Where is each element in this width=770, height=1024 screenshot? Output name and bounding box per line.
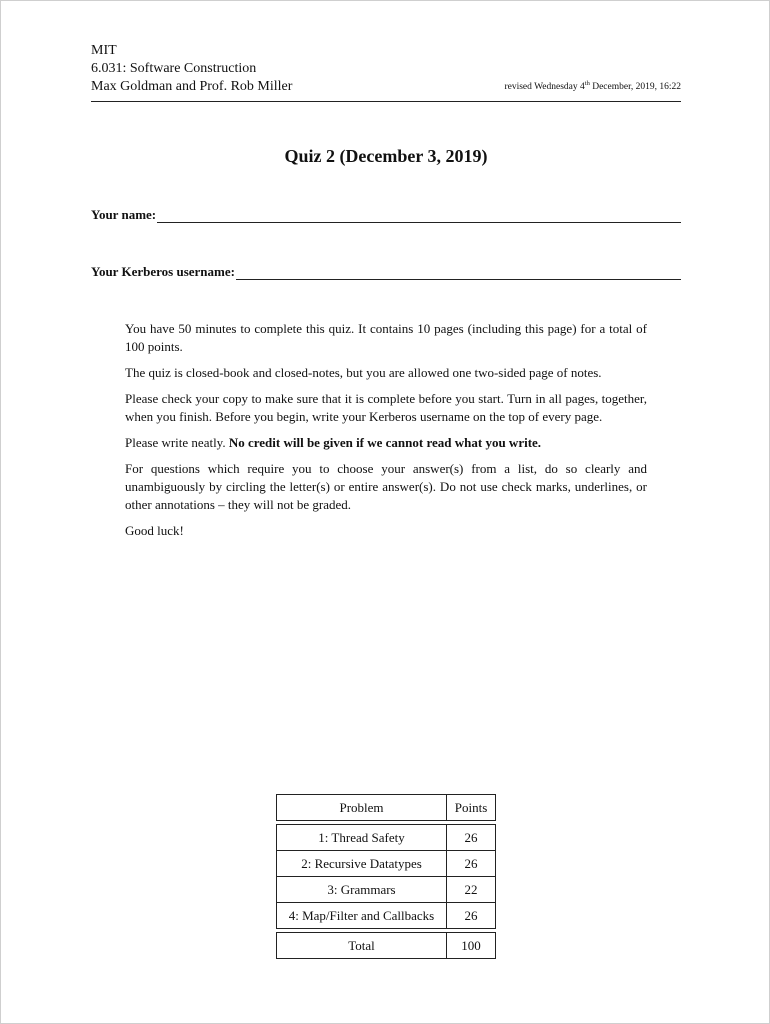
- total-points: 100: [446, 932, 496, 959]
- points-cell: 26: [446, 824, 496, 851]
- instructions: [125, 320, 647, 548]
- name-label: Your name:: [91, 207, 157, 222]
- revision-date-suffix: December, 2019, 16:22: [589, 82, 681, 92]
- name-blank-line[interactable]: [157, 208, 681, 223]
- authors: Max Goldman and Prof. Rob Miller: [91, 79, 293, 94]
- header-problem: Problem: [276, 794, 446, 821]
- instruction-neatness-warning: No credit will be given if we cannot read what you write.: [228, 435, 542, 450]
- problem-cell: 4: Map/Filter and Callbacks: [276, 903, 446, 929]
- header-rule: [91, 101, 681, 102]
- problem-cell: 1: Thread Safety: [276, 824, 446, 851]
- table-row: [276, 851, 496, 877]
- instruction-time: You have 50 minutes to complete this quiz. It contains 10 pages (including this page) for a total of 100 points.: [125, 321, 647, 354]
- name-field: [91, 207, 681, 223]
- revision-date-prefix: revised Wednesday 4: [504, 82, 585, 92]
- problem-cell: 2: Recursive Datatypes: [276, 851, 446, 877]
- document-header: [91, 42, 681, 96]
- quiz-title: Quiz 2 (December 3, 2019): [284, 146, 488, 166]
- instruction-check-copy: Please check your copy to make sure that it is complete before you start. Turn in all pages, together, when you finish. Before you begin, write your Kerberos username on the top of every page.: [125, 391, 647, 424]
- points-cell: 26: [446, 903, 496, 929]
- points-table: [276, 794, 496, 959]
- revision-date: [504, 80, 681, 94]
- table-header-row: [276, 794, 496, 821]
- revision-date-sup: th: [584, 80, 590, 87]
- instruction-good-luck: Good luck!: [125, 523, 184, 538]
- course-title: 6.031: Software Construction: [91, 61, 257, 76]
- table-row: [276, 824, 496, 851]
- kerberos-field: [91, 264, 681, 280]
- kerberos-blank-line[interactable]: [236, 265, 681, 280]
- table-row: [276, 903, 496, 929]
- kerberos-label: Your Kerberos username:: [91, 264, 235, 279]
- table-row: [276, 877, 496, 903]
- header-points: Points: [446, 794, 496, 821]
- total-label: Total: [276, 932, 446, 959]
- instruction-answers: For questions which require you to choose your answer(s) from a list, do so clearly and unambiguously by circling the letter(s) or entire answer(s). Do not use check marks, underlines, or other annotations – they will not be graded.: [125, 461, 647, 512]
- points-cell: 22: [446, 877, 496, 903]
- table-total-row: [276, 932, 496, 959]
- institution: MIT: [91, 43, 117, 58]
- instruction-neatness-text: Please write neatly.: [125, 435, 229, 450]
- points-cell: 26: [446, 851, 496, 877]
- problem-cell: 3: Grammars: [276, 877, 446, 903]
- instruction-neatness: [125, 434, 647, 452]
- instruction-closed-book: The quiz is closed-book and closed-notes, but you are allowed one two-sided page of notes.: [125, 365, 602, 380]
